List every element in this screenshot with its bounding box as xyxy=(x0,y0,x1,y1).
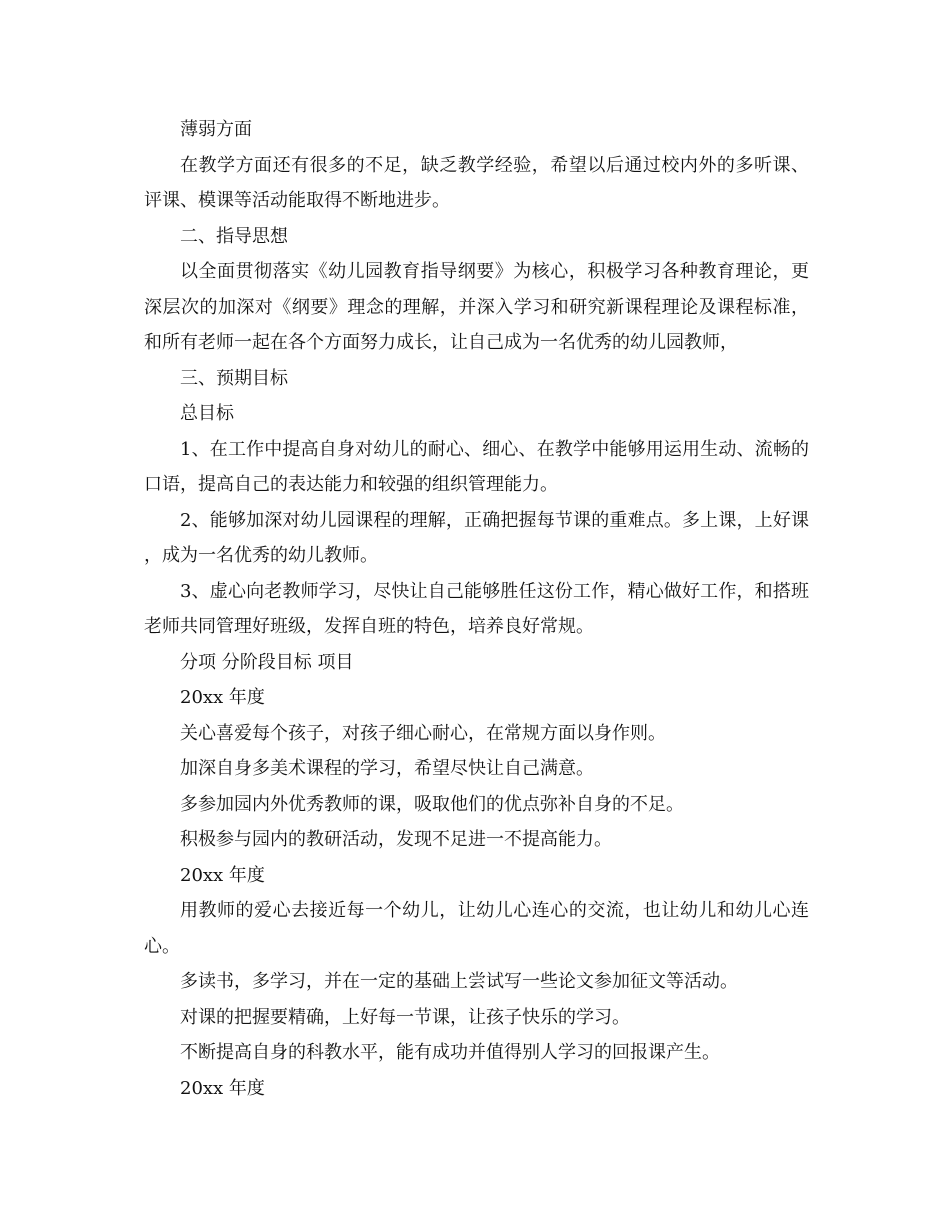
paragraph-weak-points: 在教学方面还有很多的不足，缺乏教学经验，希望以后通过校内外的多听课、评课、模课等活动能取得不断地进步。 xyxy=(144,154,809,211)
heading-weak-points: 薄弱方面 xyxy=(180,119,252,140)
heading-guiding-ideology: 二、指导思想 xyxy=(180,225,288,247)
heading-overall-goal: 总目标 xyxy=(180,403,234,424)
heading-expected-goals: 三、预期目标 xyxy=(180,367,288,389)
year1-item-1: 关心喜爱每个孩子，对孩子细心耐心，在常规方面以身作则。 xyxy=(180,722,666,744)
year2-item-4: 不断提高自身的科教水平，能有成功并值得别人学习的回报课产生。 xyxy=(180,1042,720,1063)
year-label-2: 20xx 年度 xyxy=(180,864,265,886)
year1-item-2: 加深自身多美术课程的学习，希望尽快让自己满意。 xyxy=(180,758,594,779)
year2-item-3: 对课的把握要精确，上好每一节课，让孩子快乐的学习。 xyxy=(180,1006,630,1028)
year1-item-3: 多参加园内外优秀教师的课，吸取他们的优点弥补自身的不足。 xyxy=(180,793,684,815)
heading-phased-goals: 分项 分阶段目标 项目 xyxy=(180,651,354,673)
year-label-1: 20xx 年度 xyxy=(180,687,265,708)
year1-item-4: 积极参与园内的教研活动，发现不足进一不提高能力。 xyxy=(180,829,612,850)
paragraph-guiding-ideology: 以全面贯彻落实《幼儿园教育指导纲要》为核心，积极学习各种教育理论，更深层次的加深对《纲要》理念的理解，并深入学习和研究新课程理论及课程标准，和所有老师一起在各个方面努力成长，让自己成为一名优秀的幼儿园教师， xyxy=(144,261,809,353)
document-body xyxy=(144,112,809,1106)
goal-item-3: 3、虚心向老教师学习，尽快让自己能够胜任这份工作，精心做好工作，和搭班老师共同管理好班级，发挥自班的特色，培养良好常规。 xyxy=(144,580,809,637)
year2-item-2: 多读书，多学习，并在一定的基础上尝试写一些论文参加征文等活动。 xyxy=(180,971,738,992)
year2-item-1: 用教师的爱心去接近每一个幼儿，让幼儿心连心的交流，也让幼儿和幼儿心连心。 xyxy=(144,900,809,957)
goal-item-1: 1、在工作中提高自身对幼儿的耐心、细心、在教学中能够用运用生动、流畅的口语，提高自己的表达能力和较强的组织管理能力。 xyxy=(144,438,809,495)
year-label-3: 20xx 年度 xyxy=(180,1077,265,1099)
goal-item-2: 2、能够加深对幼儿园课程的理解，正确把握每节课的重难点。多上课，上好课，成为一名优秀的幼儿教师。 xyxy=(144,509,809,566)
